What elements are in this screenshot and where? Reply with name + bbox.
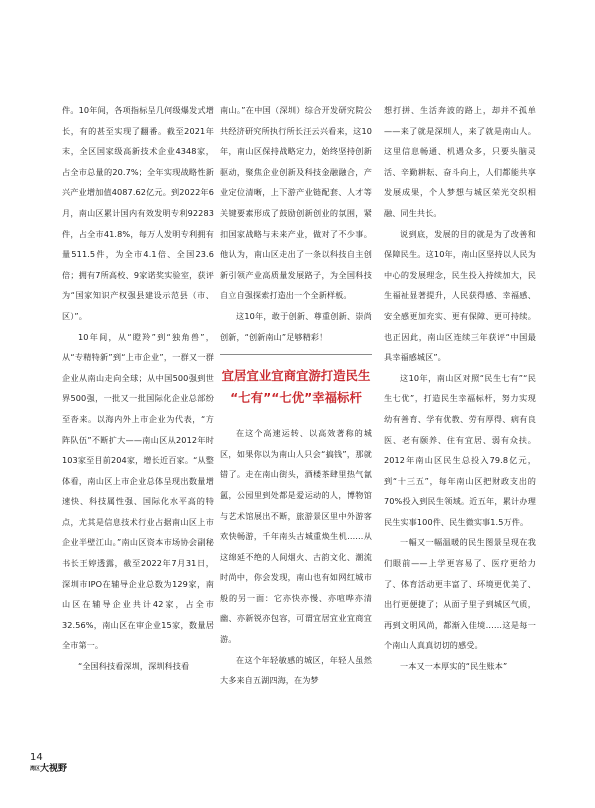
text-column-1	[62, 100, 214, 677]
logo-text: 大视野	[40, 764, 68, 774]
paragraph: 一本又一本厚实的“民生账本”	[400, 661, 508, 672]
page-footer	[30, 752, 67, 775]
text-column-2	[220, 100, 372, 691]
section-heading-line-1: 宜居宜业宜商宜游打造民生	[221, 368, 371, 384]
paragraph: “全国科技看深圳，深圳科技看	[78, 661, 190, 672]
paragraph: 10年间，从“瞪羚”到“独角兽”，从“专精特新”到“上市企业”，一群又一群企业从南山走向全球；从中国500强到世界500强，一批又一批国际化企业总部纷至沓来。以海内外上市企业为代表，“方阵队伍”不断扩大——南山区从2012年时103家至目前204家，增长近百家。“从整体看，南山区上市企业总体呈现出数量增速快、科技属性强、国际化水平高的特点，尤其是信息技术行业占据南山区上市企业半壁江山。”南山区资本市场协会副秘书长王婷透露，截至2022年7月31日，深圳市IPO在辅导企业总数为129家，南山区在辅导企业共计42家，占全市32.56%，南山区在审企业15家，数量居全市第一。	[62, 331, 214, 651]
page-number: 14	[30, 752, 43, 763]
paragraph: 一幅又一幅温暖的民生图景呈现在我们眼前——上学更容易了、医疗更给力了、体育活动更丰富了、环境更优美了、出行更便捷了；从面子里子到城区气质，再到文明风尚，都渐入佳境……这是每一个南山人真真切切的感受。	[384, 537, 536, 651]
section-divider	[220, 354, 372, 355]
paragraph: 这10年，敢于创新、尊重创新、崇尚创新，“创新南山”足够精彩！	[220, 310, 372, 342]
paragraph: 想打拼、生活奔波的路上，却并不孤单——来了就是深圳人，来了就是南山人。这里信息畅通、机遇众多，只要头脑灵活、辛勤耕耘、奋斗向上，人们都能共享发展成果，个人梦想与城区荣光交织相融、同生共长。	[384, 105, 536, 218]
paragraph: 件。10年间，各项指标呈几何级爆发式增长，有的甚至实现了翻番。截至2021年末，全区国家级高新技术企业4348家，占全市总量的20.7%；全年实现战略性新兴产业增加值4087.62亿元。到2022年6月，南山区累计国内有效发明专利92283件，占全市41.8%，每万人发明专利拥有量511.5件，为全市4.1倍、全国23.6倍；拥有7所高校、9家诺奖实验室，获评为“国家知识产权强县建设示范县（市、区）”。	[62, 105, 214, 321]
paragraph: 这10年，南山区对照“民生七有”“民生七优”，打造民生幸福标杆，努力实现幼有善育、学有优教、劳有厚得、病有良医、老有颐养、住有宜居、弱有众扶。2012年南山区民生总投入79.8亿元，到“十三五”，每年南山区把财政支出的70%投入到民生领域。近五年，累计办理民生实事100件、民生微实事1.5万件。	[384, 372, 536, 527]
paragraph: 在这个高速运转、以高效著称的城区，如果你以为南山人只会“搞钱”，那就错了。走在南山街头，酒楼茶肆里热气氤氲，公园里到处都是爱运动的人，博物馆与艺术馆展出不断，旅游景区里中外游客欢快畅游，千年南头古城重焕生机……从这绵延不绝的人间烟火、古韵文化、潮流时尚中，你会发现，南山也有如网红城市般的另一面：它亦快亦慢、亦喧哗亦清幽、亦新锐亦包容，可谓宜居宜业宜商宜游。	[220, 428, 372, 645]
paragraph: 在这个年轻敏感的城区，年轻人虽然大多来自五湖四海，在为梦	[220, 654, 372, 686]
logo-small-text: 湾区	[30, 766, 41, 772]
paragraph: 说到底，发展的目的就是为了改善和保障民生。这10年，南山区坚持以人民为中心的发展理念，民生投入持续加大，民生福祉显著提升，人民获得感、幸福感、安全感更加充实、更有保障、更可持续。也正因此，南山区连续三年获评“中国最具幸福感城区”。	[384, 228, 536, 363]
section-heading	[220, 365, 372, 409]
text-column-3	[384, 100, 536, 677]
magazine-logo	[30, 764, 67, 775]
section-heading-line-2: “七有”“七优”幸福标杆	[230, 390, 362, 406]
paragraph: 南山。”在中国（深圳）综合开发研究院公共经济研究所执行所长汪云兴看来，这10年，南山区保持战略定力，始终坚持创新驱动，聚焦企业创新及科技金融融合，产业定位清晰，上下游产业链配套、人才等关键要素形成了鼓励创新创业的氛围，紧扣国家战略与未来产业，做对了不少事。他认为，南山区走出了一条以科技自主创新引领产业高质量发展路子，为全国科技自立自强探索打造出一个全新样板。	[220, 105, 372, 301]
